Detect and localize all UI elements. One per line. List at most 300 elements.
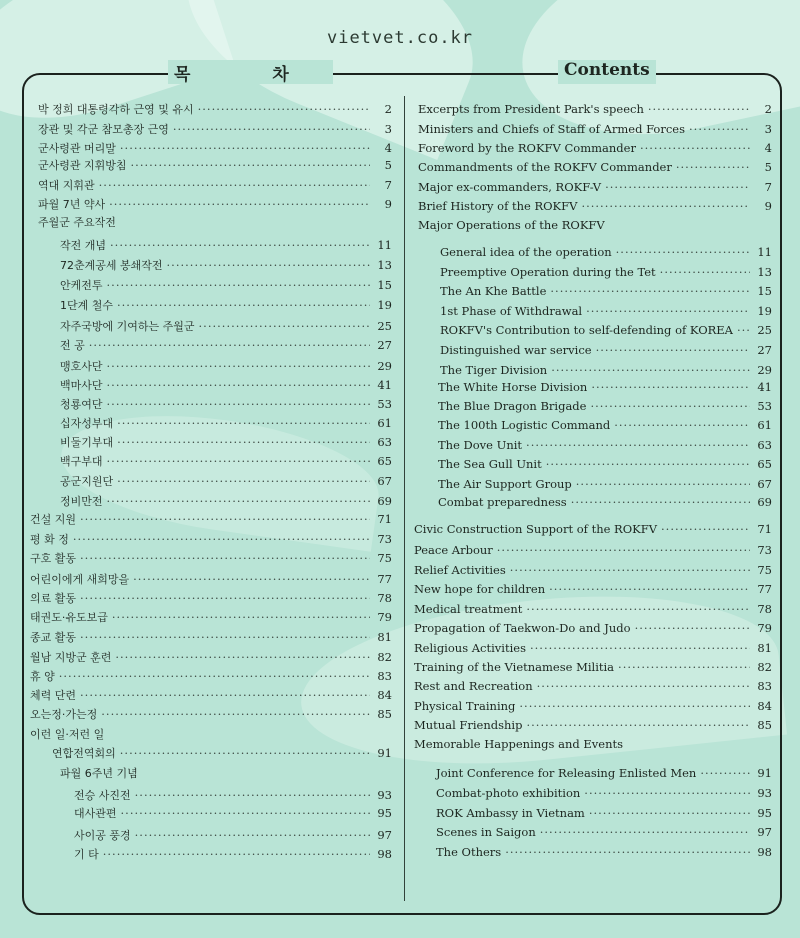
dot-leader <box>199 317 370 335</box>
korean-toc-entry <box>60 276 392 294</box>
english-toc-page: 78 <box>757 602 772 616</box>
korean-toc-title: 대사관편 <box>74 807 117 820</box>
dot-leader <box>121 804 370 822</box>
dot-leader <box>89 336 370 354</box>
english-toc-entry <box>438 493 772 511</box>
korean-toc-title: 안케전투 <box>60 279 103 292</box>
english-toc-page: 85 <box>757 718 772 732</box>
english-toc-page: 77 <box>757 582 772 596</box>
english-toc-title: The Sea Gull Unit <box>438 457 542 471</box>
dot-leader <box>99 176 370 194</box>
dot-leader <box>135 826 370 844</box>
english-toc-entry <box>414 541 772 559</box>
english-toc-page: 93 <box>757 786 772 800</box>
korean-toc-page: 7 <box>384 178 392 192</box>
english-toc-page: 97 <box>757 825 772 839</box>
dot-leader <box>131 156 370 174</box>
korean-toc-title: 주월군 주요작전 <box>38 216 116 229</box>
english-toc-page: 67 <box>757 477 772 491</box>
korean-toc-entry <box>30 549 392 567</box>
korean-toc-page: 29 <box>377 359 392 373</box>
english-toc-title: Memorable Happenings and Events <box>414 737 623 751</box>
english-toc-title: ROKFV's Contribution to self-defending of KOREA <box>440 323 733 337</box>
english-toc-title: The 100th Logistic Command <box>438 418 611 432</box>
korean-toc-entry <box>60 317 392 335</box>
korean-toc-title: 종교 활동 <box>30 631 77 644</box>
english-toc-entry <box>438 416 772 434</box>
english-toc-entry <box>414 677 772 695</box>
english-toc-page: 13 <box>757 265 772 279</box>
dot-leader <box>549 580 750 598</box>
english-toc-entry <box>414 716 772 734</box>
korean-toc-entry <box>30 726 392 744</box>
korean-toc-page: 73 <box>377 532 392 546</box>
dot-leader <box>526 716 750 734</box>
korean-toc-title: 청룡여단 <box>60 398 103 411</box>
dot-leader <box>107 395 370 413</box>
dot-leader <box>505 843 750 861</box>
dot-leader <box>590 397 750 415</box>
korean-toc-entry <box>60 395 392 413</box>
korean-toc-entry <box>38 139 392 157</box>
korean-toc-entry <box>38 156 392 174</box>
dot-leader <box>117 433 370 451</box>
english-toc-page: 29 <box>757 363 772 377</box>
korean-toc-page: 53 <box>377 397 392 411</box>
english-toc-title: New hope for children <box>414 582 546 596</box>
english-toc-title: Propagation of Taekwon-Do and Judo <box>414 621 631 635</box>
dot-leader <box>640 139 750 157</box>
english-toc-page: 3 <box>764 122 772 136</box>
english-toc-title: Combat-photo exhibition <box>436 786 581 800</box>
korean-toc-entry <box>60 296 392 314</box>
english-toc-title: Physical Training <box>414 699 516 713</box>
english-toc-page: 84 <box>757 699 772 713</box>
dot-leader <box>586 302 750 320</box>
english-toc-page: 79 <box>757 621 772 635</box>
english-toc-entry <box>438 397 772 415</box>
english-toc-page: 11 <box>757 245 772 259</box>
korean-toc-entry <box>60 256 392 274</box>
english-toc-page: 15 <box>757 284 772 298</box>
english-toc-page: 19 <box>757 304 772 318</box>
korean-toc-entry <box>60 236 392 254</box>
english-toc-title: Mutual Friendship <box>414 718 523 732</box>
dot-leader <box>73 530 370 548</box>
dot-leader <box>546 455 750 473</box>
english-toc-entry <box>438 378 772 396</box>
korean-toc-page: 93 <box>377 788 392 802</box>
korean-toc-page: 75 <box>377 551 392 565</box>
english-toc-page: 65 <box>757 457 772 471</box>
english-toc-page: 25 <box>757 323 772 337</box>
dot-leader <box>497 541 750 559</box>
korean-toc-title: 건설 지원 <box>30 513 77 526</box>
dot-leader <box>173 120 370 138</box>
english-toc-page: 7 <box>764 180 772 194</box>
english-toc-title: Ministers and Chiefs of Staff of Armed Forces <box>418 122 686 136</box>
dot-leader <box>115 648 370 666</box>
dot-leader <box>596 341 750 359</box>
english-toc-title: The Dove Unit <box>438 438 523 452</box>
korean-toc-entry <box>60 452 392 470</box>
korean-toc-title: 군사령관 지휘방침 <box>38 159 127 172</box>
english-toc-page: 82 <box>757 660 772 674</box>
korean-toc-page: 85 <box>377 707 392 721</box>
dot-leader <box>618 658 750 676</box>
english-toc-entry <box>418 139 772 157</box>
english-toc-entry <box>440 302 772 320</box>
dot-leader <box>526 436 750 454</box>
korean-toc-title: 십자성부대 <box>60 417 114 430</box>
english-toc-title: Rest and Recreation <box>414 679 533 693</box>
dot-leader <box>135 786 370 804</box>
korean-toc-page: 4 <box>384 141 392 155</box>
dot-leader <box>689 120 750 138</box>
dot-leader <box>110 236 370 254</box>
english-toc-entry <box>440 361 772 379</box>
english-toc-title: General idea of the operation <box>440 245 612 259</box>
dot-leader <box>551 361 750 379</box>
korean-toc-page: 15 <box>377 278 392 292</box>
english-toc-title: Major Operations of the ROKFV <box>418 218 605 232</box>
korean-toc-entry <box>30 667 392 685</box>
dot-leader <box>80 589 370 607</box>
korean-toc-page: 83 <box>377 669 392 683</box>
korean-toc-title: 전 공 <box>60 339 85 352</box>
dot-leader <box>581 197 750 215</box>
korean-toc-title: 장관 및 각군 참모총장 근영 <box>38 123 169 136</box>
dot-leader <box>605 178 750 196</box>
dot-leader <box>80 686 370 704</box>
korean-toc-page: 82 <box>377 650 392 664</box>
korean-toc-entry <box>30 510 392 528</box>
korean-toc-page: 81 <box>377 630 392 644</box>
korean-toc-page: 91 <box>377 746 392 760</box>
dot-leader <box>635 619 750 637</box>
dot-leader <box>107 276 370 294</box>
korean-toc-entry <box>38 195 392 213</box>
dot-leader <box>59 667 370 685</box>
korean-toc-title: 사이공 풍경 <box>74 829 131 842</box>
korean-toc-page: 78 <box>377 591 392 605</box>
english-toc-title: The Tiger Division <box>440 363 548 377</box>
dot-leader <box>540 823 750 841</box>
english-toc-entry <box>414 658 772 676</box>
korean-toc-entry <box>30 648 392 666</box>
korean-toc-title: 전승 사진전 <box>74 789 131 802</box>
english-toc-title: 1st Phase of Withdrawal <box>440 304 583 318</box>
english-toc-title: Major ex-commanders, ROKF-V <box>418 180 602 194</box>
english-toc-entry <box>440 321 772 339</box>
english-toc-page: 4 <box>764 141 772 155</box>
english-toc-page: 69 <box>757 495 772 509</box>
korean-toc-title: 비둘기부대 <box>60 436 114 449</box>
korean-toc-page: 5 <box>384 158 392 172</box>
english-toc-page: 2 <box>764 102 772 116</box>
korean-toc-title: 오는정·가는정 <box>30 708 98 721</box>
english-toc-entry <box>414 520 772 538</box>
dot-leader <box>80 628 370 646</box>
english-toc-entry <box>418 178 772 196</box>
english-toc-title: Commandments of the ROKFV Commander <box>418 160 672 174</box>
korean-toc-entry <box>30 608 392 626</box>
english-toc-title: Excerpts from President Park's speech <box>418 102 644 116</box>
english-toc-title: Preemptive Operation during the Tet <box>440 265 656 279</box>
korean-toc-entry <box>74 786 392 804</box>
korean-toc-page: 13 <box>377 258 392 272</box>
dot-leader <box>80 510 370 528</box>
dot-leader <box>107 492 370 510</box>
korean-toc-title: 평 화 정 <box>30 533 69 546</box>
korean-toc-entry <box>60 357 392 375</box>
korean-toc-title: 구호 활동 <box>30 552 77 565</box>
korean-toc-page: 2 <box>384 102 392 116</box>
english-toc-entry <box>438 436 772 454</box>
dot-leader <box>660 263 750 281</box>
english-toc-entry <box>414 600 772 618</box>
dot-leader <box>537 677 750 695</box>
dot-leader <box>117 414 370 432</box>
english-toc-entry <box>414 639 772 657</box>
korean-toc-entry <box>60 336 392 354</box>
korean-toc-entry <box>60 765 392 783</box>
dot-leader <box>616 243 750 261</box>
english-toc-page: 83 <box>757 679 772 693</box>
korean-toc-entry <box>74 845 392 863</box>
dot-leader <box>614 416 750 434</box>
korean-contents-title: 목 차 <box>168 60 333 84</box>
dot-leader <box>526 600 750 618</box>
korean-toc-entry <box>60 472 392 490</box>
dot-leader <box>530 639 750 657</box>
dot-leader <box>737 321 750 339</box>
korean-toc-page: 63 <box>377 435 392 449</box>
dot-leader <box>576 475 750 493</box>
dot-leader <box>107 376 370 394</box>
dot-leader <box>648 100 750 118</box>
english-toc-entry <box>418 197 772 215</box>
dot-leader <box>107 452 370 470</box>
dot-leader <box>103 845 370 863</box>
english-toc-page: 95 <box>757 806 772 820</box>
english-toc-entry <box>436 804 772 822</box>
dot-leader <box>107 357 370 375</box>
english-toc-entry <box>418 120 772 138</box>
dot-leader <box>510 561 750 579</box>
english-contents-title: Contents <box>558 60 656 84</box>
english-toc-page: 5 <box>764 160 772 174</box>
korean-toc-page: 41 <box>377 378 392 392</box>
korean-toc-entry <box>74 826 392 844</box>
korean-toc-title: 공군지원단 <box>60 475 114 488</box>
site-watermark: vietvet.co.kr <box>326 28 474 48</box>
korean-toc-page: 71 <box>377 512 392 526</box>
english-toc-title: Scenes in Saigon <box>436 825 536 839</box>
dot-leader <box>133 570 370 588</box>
korean-toc-title: 72춘계공세 봉쇄작전 <box>60 259 163 272</box>
english-toc-entry <box>436 784 772 802</box>
korean-toc-title: 군사령관 머리말 <box>38 142 116 155</box>
korean-toc-page: 98 <box>377 847 392 861</box>
korean-toc-title: 1단계 철수 <box>60 299 113 312</box>
english-toc-page: 61 <box>757 418 772 432</box>
english-toc-title: The White Horse Division <box>438 380 588 394</box>
english-toc-title: ROK Ambassy in Vietnam <box>436 806 585 820</box>
english-toc-page: 53 <box>757 399 772 413</box>
korean-toc-entry <box>38 100 392 118</box>
english-toc-title: Relief Activities <box>414 563 506 577</box>
english-toc-title: Foreword by the ROKFV Commander <box>418 141 636 155</box>
dot-leader <box>80 549 370 567</box>
korean-toc-entry <box>38 120 392 138</box>
korean-toc-entry <box>30 530 392 548</box>
english-toc-title: Joint Conference for Releasing Enlisted Men <box>436 766 697 780</box>
korean-toc-page: 95 <box>377 806 392 820</box>
korean-toc-page: 19 <box>377 298 392 312</box>
korean-toc-entry <box>30 589 392 607</box>
korean-toc-title: 체력 단련 <box>30 689 77 702</box>
english-toc-page: 41 <box>757 380 772 394</box>
korean-toc-entry <box>60 492 392 510</box>
english-toc-entry <box>440 341 772 359</box>
english-toc-title: Distinguished war service <box>440 343 592 357</box>
korean-toc-entry <box>60 414 392 432</box>
english-toc-page: 71 <box>757 522 772 536</box>
korean-toc-title: 기 타 <box>74 848 99 861</box>
korean-toc-title: 월남 지방군 훈련 <box>30 651 112 664</box>
korean-toc-entry <box>30 570 392 588</box>
english-toc-title: Brief History of the ROKFV <box>418 199 578 213</box>
dot-leader <box>198 100 370 118</box>
korean-toc-page: 3 <box>384 122 392 136</box>
english-toc-page: 98 <box>757 845 772 859</box>
korean-toc-entry <box>60 433 392 451</box>
dot-leader <box>700 764 750 782</box>
korean-toc-title: 이런 일·저런 일 <box>30 728 105 741</box>
korean-toc-page: 27 <box>377 338 392 352</box>
column-divider <box>404 96 405 901</box>
korean-toc-title: 어린이에게 새희망을 <box>30 573 130 586</box>
korean-toc-entry <box>30 686 392 704</box>
dot-leader <box>584 784 750 802</box>
korean-toc-title: 작전 개념 <box>60 239 107 252</box>
english-toc-entry <box>414 580 772 598</box>
korean-toc-title: 휴 양 <box>30 670 55 683</box>
english-toc-title: The Others <box>436 845 502 859</box>
korean-toc-page: 11 <box>377 238 392 252</box>
korean-toc-title: 의료 활동 <box>30 592 77 605</box>
korean-toc-page: 79 <box>377 610 392 624</box>
dot-leader <box>117 472 370 490</box>
korean-toc-title: 태권도·유도보급 <box>30 611 108 624</box>
dot-leader <box>117 296 370 314</box>
english-toc-title: Medical treatment <box>414 602 523 616</box>
korean-toc-title: 파월 7년 약사 <box>38 198 106 211</box>
dot-leader <box>550 282 750 300</box>
korean-toc-page: 77 <box>377 572 392 586</box>
dot-leader <box>676 158 750 176</box>
dot-leader <box>591 378 750 396</box>
korean-toc-title: 파월 6주년 기념 <box>60 767 138 780</box>
korean-toc-page: 9 <box>384 197 392 211</box>
korean-toc-title: 백마사단 <box>60 379 103 392</box>
english-toc-entry <box>440 243 772 261</box>
english-toc-title: Religious Activities <box>414 641 526 655</box>
english-toc-title: Peace Arbour <box>414 543 493 557</box>
korean-toc-page: 67 <box>377 474 392 488</box>
korean-toc-page: 65 <box>377 454 392 468</box>
english-toc-entry <box>436 764 772 782</box>
english-toc-entry <box>440 282 772 300</box>
dot-leader <box>120 744 370 762</box>
english-toc-entry <box>438 455 772 473</box>
korean-toc-title: 연합전역회의 <box>52 747 116 760</box>
korean-toc-page: 69 <box>377 494 392 508</box>
english-toc-page: 63 <box>757 438 772 452</box>
korean-toc-page: 61 <box>377 416 392 430</box>
english-toc-title: Civic Construction Support of the ROKFV <box>414 522 658 536</box>
korean-toc-entry <box>60 376 392 394</box>
english-toc-entry <box>414 697 772 715</box>
korean-toc-title: 맹호사단 <box>60 360 103 373</box>
english-toc-entry <box>438 475 772 493</box>
dot-leader <box>167 256 370 274</box>
dot-leader <box>571 493 750 511</box>
english-toc-entry <box>418 216 772 234</box>
dot-leader <box>109 195 370 213</box>
english-toc-entry <box>418 158 772 176</box>
english-toc-title: The Air Support Group <box>438 477 572 491</box>
english-toc-entry <box>414 619 772 637</box>
english-toc-title: Combat preparedness <box>438 495 567 509</box>
korean-toc-page: 84 <box>377 688 392 702</box>
english-toc-page: 9 <box>764 199 772 213</box>
english-toc-title: Training of the Vietnamese Militia <box>414 660 615 674</box>
korean-toc-entry <box>52 744 392 762</box>
english-toc-entry <box>414 735 772 753</box>
korean-toc-title: 박 정희 대통령각하 근영 및 유시 <box>38 103 194 116</box>
korean-toc-entry <box>30 628 392 646</box>
english-toc-page: 81 <box>757 641 772 655</box>
dot-leader <box>120 139 370 157</box>
korean-toc-title: 역대 지휘관 <box>38 179 95 192</box>
english-toc-entry <box>440 263 772 281</box>
korean-toc-entry <box>30 705 392 723</box>
english-toc-page: 27 <box>757 343 772 357</box>
korean-toc-title: 백구부대 <box>60 455 103 468</box>
dot-leader <box>589 804 750 822</box>
korean-toc-title: 정비만전 <box>60 495 103 508</box>
english-toc-page: 73 <box>757 543 772 557</box>
dot-leader <box>519 697 750 715</box>
dot-leader <box>112 608 370 626</box>
english-toc-title: The An Khe Battle <box>440 284 547 298</box>
english-toc-entry <box>436 843 772 861</box>
korean-toc-entry <box>38 214 392 232</box>
korean-toc-page: 25 <box>377 319 392 333</box>
english-toc-title: The Blue Dragon Brigade <box>438 399 587 413</box>
korean-toc-entry <box>38 176 392 194</box>
dot-leader <box>661 520 750 538</box>
english-toc-entry <box>418 100 772 118</box>
korean-toc-title: 자주국방에 기여하는 주월군 <box>60 320 195 333</box>
dot-leader <box>101 705 370 723</box>
english-toc-page: 91 <box>757 766 772 780</box>
english-toc-entry <box>414 561 772 579</box>
english-toc-page: 75 <box>757 563 772 577</box>
english-toc-entry <box>436 823 772 841</box>
